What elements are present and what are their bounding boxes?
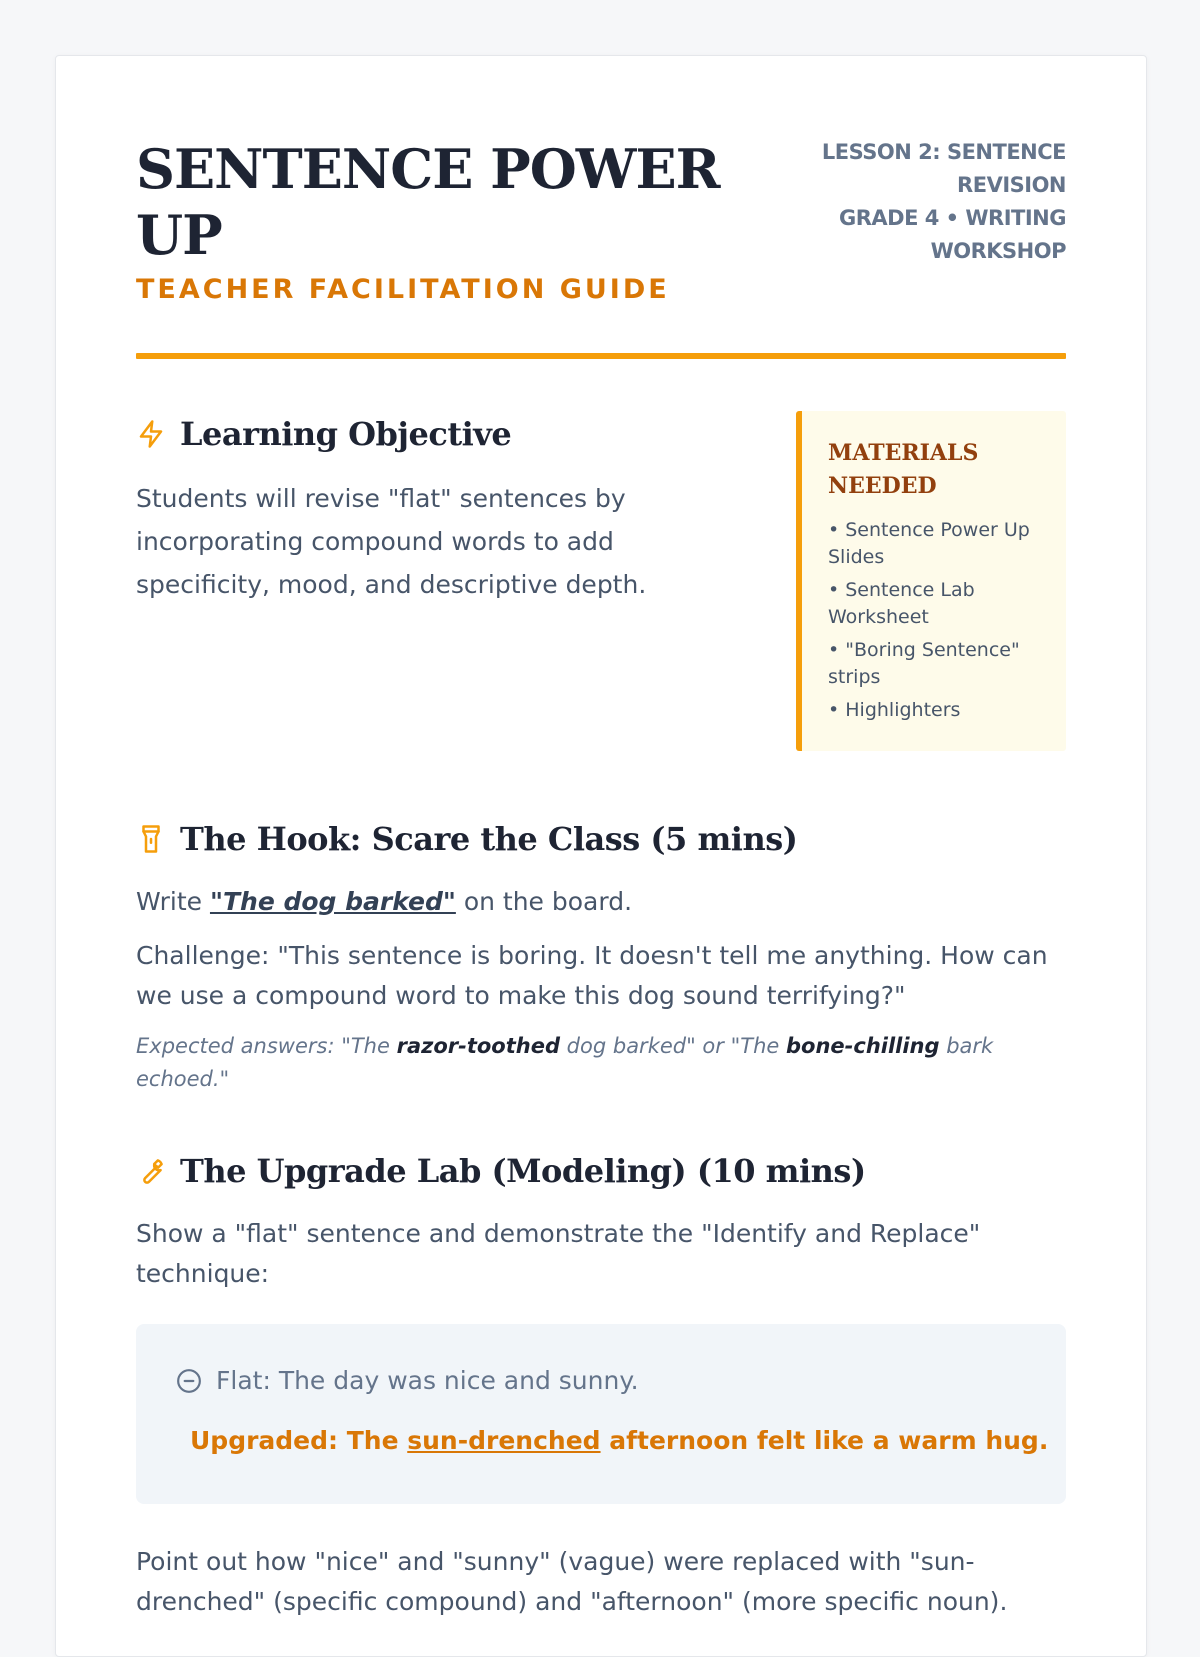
- upgraded-sentence: [176, 1424, 1049, 1458]
- lesson-label: LESSON 2: SENTENCE REVISION: [821, 140, 1066, 197]
- learning-objective-section: [136, 411, 696, 606]
- grade-label: GRADE 4 • WRITING WORKSHOP: [838, 206, 1066, 263]
- materials-item: • Highlighters: [828, 699, 961, 721]
- write-suffix: on the board.: [455, 887, 633, 916]
- hook-write-instruction: [136, 882, 1066, 922]
- upgrade-lab-header: [136, 1148, 1066, 1194]
- flashlight-icon: [136, 824, 166, 854]
- flat-sentence-text: Flat: The day was nice and sunny.: [216, 1366, 639, 1395]
- expected-prefix: Expected answers: "The: [136, 1034, 397, 1058]
- flat-sentence: [176, 1364, 1026, 1398]
- learning-objective-text: Students will revise "flat" sentences by incorporating compound words to add specificity, mood, and descriptive depth.: [136, 484, 647, 599]
- header-divider: [136, 353, 1066, 359]
- upgraded-compound-word: sun-drenched: [407, 1426, 601, 1455]
- materials-item: • Sentence Lab Worksheet: [828, 579, 975, 628]
- lesson-meta: [766, 136, 1066, 268]
- expected-answers: [136, 1030, 1066, 1096]
- board-phrase: "The dog barked": [209, 887, 456, 916]
- hook-heading: The Hook: Scare the Class (5 mins): [180, 820, 798, 858]
- upgrade-intro: Show a "flat" sentence and demonstrate the "Identify and Replace" technique:: [136, 1219, 981, 1288]
- materials-list: [828, 517, 1042, 724]
- materials-item: • Sentence Power Up Slides: [828, 519, 1030, 568]
- hook-header: [136, 816, 1066, 862]
- hook-section: [136, 816, 1066, 1096]
- expected-word-2: bone-chilling: [786, 1034, 940, 1058]
- materials-callout: [796, 411, 1066, 751]
- page-content: [136, 136, 1066, 1622]
- upgrade-lab-section: [136, 1148, 1066, 1622]
- upgrade-lab-heading: The Upgrade Lab (Modeling) (10 mins): [180, 1152, 866, 1190]
- page-header: [136, 136, 1066, 356]
- learning-objective-header: [136, 411, 696, 457]
- sentence-example-box: [136, 1324, 1066, 1504]
- wrench-icon: [136, 1156, 166, 1186]
- lightning-icon: [136, 419, 166, 449]
- upgraded-sentence-text: [190, 1424, 1048, 1458]
- upgrade-explanation: Point out how "nice" and "sunny" (vague) were replaced with "sun-drenched" (specific compound) and "afternoon" (more specific noun).: [136, 1547, 1008, 1616]
- objective-row: [136, 411, 1066, 756]
- upgraded-suffix: afternoon felt like a warm hug.: [600, 1426, 1049, 1455]
- expected-word-1: razor-toothed: [396, 1034, 560, 1058]
- write-prefix: Write: [136, 887, 210, 916]
- expected-mid: dog barked" or "The: [560, 1034, 786, 1058]
- guide-page: [55, 55, 1147, 1657]
- page-title: SENTENCE POWER UP: [136, 137, 720, 267]
- expected-suffix: bark echoed.": [136, 1034, 994, 1091]
- materials-item: • "Boring Sentence" strips: [828, 639, 1020, 688]
- learning-objective-heading: Learning Objective: [180, 415, 512, 453]
- page-subtitle: TEACHER FACILITATION GUIDE: [136, 274, 670, 305]
- minus-circle-icon: [176, 1368, 202, 1394]
- upgraded-prefix: Upgraded: The: [190, 1426, 408, 1455]
- hook-challenge: Challenge: "This sentence is boring. It doesn't tell me anything. How can we use a compound word to make this dog sound terrifying?": [136, 941, 1048, 1010]
- materials-heading: MATERIALS NEEDED: [828, 440, 979, 499]
